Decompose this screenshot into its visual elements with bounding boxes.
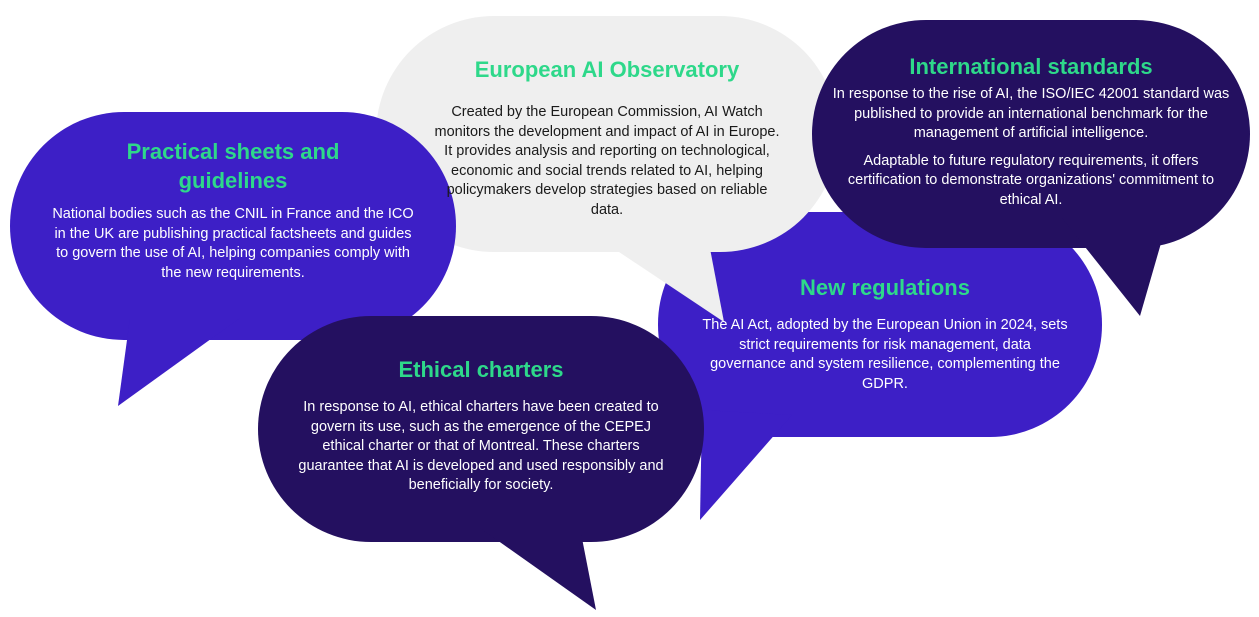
bubble-standards-title: International standards (909, 54, 1153, 79)
bubble-practical-body: National bodies such as the CNIL in France and the ICO in the UK are publishing practical factsheets and guides to govern the use of AI, helping companies comply with the new requirements. (52, 206, 414, 281)
bubble-regulations-body: The AI Act, adopted by the European Union in 2024, sets strict requirements for risk management, data governance and system resilience, complementing the GDPR. (702, 317, 1068, 392)
bubble-regulations (700, 273, 1070, 394)
bubble-ethical (292, 355, 670, 496)
bubble-observatory-body: Created by the European Commission, AI Watch monitors the development and impact of AI in Europe. It provides analysis and reporting on technological, economic and social trends related to AI, helping policymakers develop strategies based on reliable data. (434, 104, 780, 218)
bubble-observatory (430, 55, 784, 220)
bubble-ethical-body: In response to AI, ethical charters have been created to govern its use, such as the emergence of the CEPEJ ethical charter or that of Montreal. These charters guarantee that AI is developed and used responsibly and beneficially for society. (298, 399, 664, 493)
bubble-standards-body: In response to the rise of AI, the ISO/IEC 42001 standard was published to provide an international benchmark for the management of artificial intelligence. (832, 86, 1230, 141)
bubble-regulations-title: New regulations (800, 275, 970, 300)
bubble-ethical-title: Ethical charters (398, 357, 564, 382)
bubble-standards-body2: Adaptable to future regulatory requirements, it offers certification to demonstrate organizations' commitment to ethical AI. (847, 152, 1215, 208)
bubble-practical-title: Practical sheets and guidelines (126, 139, 340, 193)
bubble-standards (832, 52, 1230, 210)
bubble-observatory-title: European AI Observatory (474, 57, 740, 82)
bubble-practical (42, 137, 424, 283)
